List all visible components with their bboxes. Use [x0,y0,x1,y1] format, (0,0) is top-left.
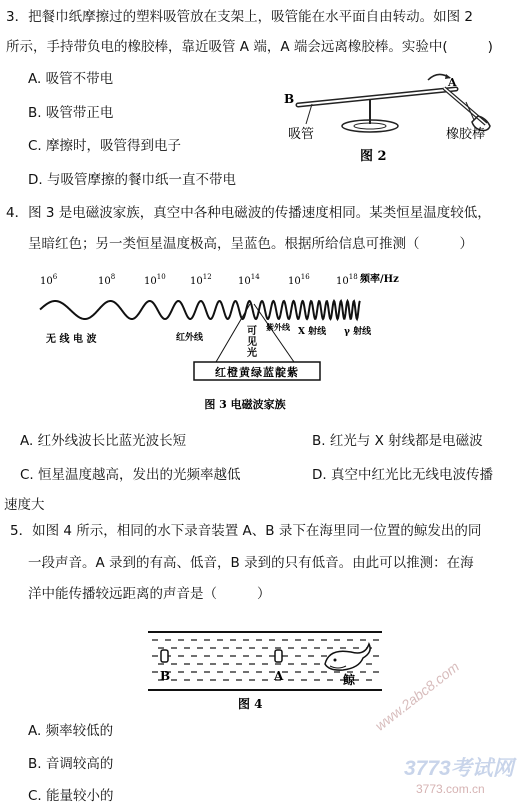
fig3-band-uv: 紫外线 [266,322,290,332]
fig2-label-a: A [448,76,457,89]
fig4-label-whale: 鲸 [343,673,356,687]
frequency-labels [40,273,358,287]
q5-line-1: 5．如图 4 所示，相同的水下录音装置 A、B 录下在海里同一位置的鲸发出的同 [10,523,482,539]
fig3-band-visible [247,324,257,359]
q4-option-d-continued: 速度大 [4,497,45,513]
fig3-band-radio: 无 线 电 波 [46,334,97,345]
q5-option-c: C. 能量较小的 [28,788,114,804]
fig2-label-b: B [284,92,295,106]
watermark-logo: 3773考试网 [404,757,514,780]
freq-label: $10^{18}$ [336,273,358,287]
q3-paren-close: ) [487,39,493,55]
q5-option-b: B. 音调较高的 [28,756,114,772]
q4-option-b: B. 红光与 X 射线都是电磁波 [312,433,483,449]
fig3-band-visible-char: 光 [247,348,257,359]
fig2-label-rod: 橡胶棒 [446,127,486,142]
figure-2-straw-diagram [278,72,503,170]
fig3-band-xray: X 射线 [298,327,327,337]
q3-option-c: C. 摩擦时，吸管得到电子 [28,138,182,154]
freq-label: $10^{10}$ [144,273,166,287]
q4-option-d: D. 真空中红光比无线电波传播 [312,467,493,483]
fig3-band-visible-char: 可 [247,326,257,337]
watermark-diagonal: www.2abc8.com [371,658,463,734]
q4-line-2-text: 呈暗红色；另一类恒星温度极高，呈蓝色。根据所给信息可推测（ [28,236,420,252]
figure-3-em-spectrum [30,262,430,414]
q3-option-a: A. 吸管不带电 [28,71,114,87]
q3-option-d: D. 与吸管摩擦的餐巾纸一直不带电 [28,172,236,188]
q4-paren-close: ） [459,236,473,252]
q4-line-2 [28,235,473,253]
fig4-caption: 图 4 [238,697,263,711]
fig3-caption: 图 3 电磁波家族 [204,398,286,411]
q4-line-1: 4．图 3 是电磁波家族，真空中各种电磁波的传播速度相同。某类恒星温度较低， [6,205,491,221]
q3-line-2-text: 所示，手持带负电的橡胶棒，靠近吸管 A 端，A 端会远离橡胶棒。实验中( [6,39,448,55]
freq-label: $10^{14}$ [238,273,260,287]
fig4-label-b: B [160,669,171,683]
figure-4-ocean-diagram [140,628,390,714]
fig2-label-straw: 吸管 [288,127,315,142]
fig3-band-visible-char: 见 [247,337,257,348]
fig2-caption: 图 2 [360,149,387,164]
fig3-colors-box: 红橙黄绿蓝靛紫 [215,366,299,379]
q5-paren-close: ） [257,586,271,602]
freq-label: $10^{12}$ [190,273,212,287]
fig3-band-infrared: 红外线 [176,333,204,343]
freq-label: $10^{16}$ [288,273,310,287]
q3-line-2 [6,38,493,56]
fig3-band-gamma: γ 射线 [344,327,372,337]
q4-option-a: A. 红外线波长比蓝光波长短 [20,433,187,449]
q5-line-3-text: 洋中能传播较远距离的声音是（ [28,586,217,602]
fig3-freq-unit: 频率/Hz [360,274,399,285]
fig4-label-a: A [274,669,284,683]
q5-line-3 [28,585,271,603]
q3-line-1: 3．把餐巾纸摩擦过的塑料吸管放在支架上，吸管能在水平面自由转动。如图 2 [6,9,473,25]
freq-label: $10^6$ [40,273,58,287]
q5-line-2: 一段声音。A 录到的有高、低音，B 录到的只有低音。由此可以推测：在海 [28,555,474,571]
q3-option-b: B. 吸管带正电 [28,105,114,121]
freq-label: $10^8$ [98,273,116,287]
q5-option-a: A. 频率较低的 [28,723,114,739]
watermark-url: 3773.com.cn [416,782,485,796]
q4-option-c: C. 恒星温度越高，发出的光频率越低 [20,467,241,483]
em-wave [40,301,360,319]
